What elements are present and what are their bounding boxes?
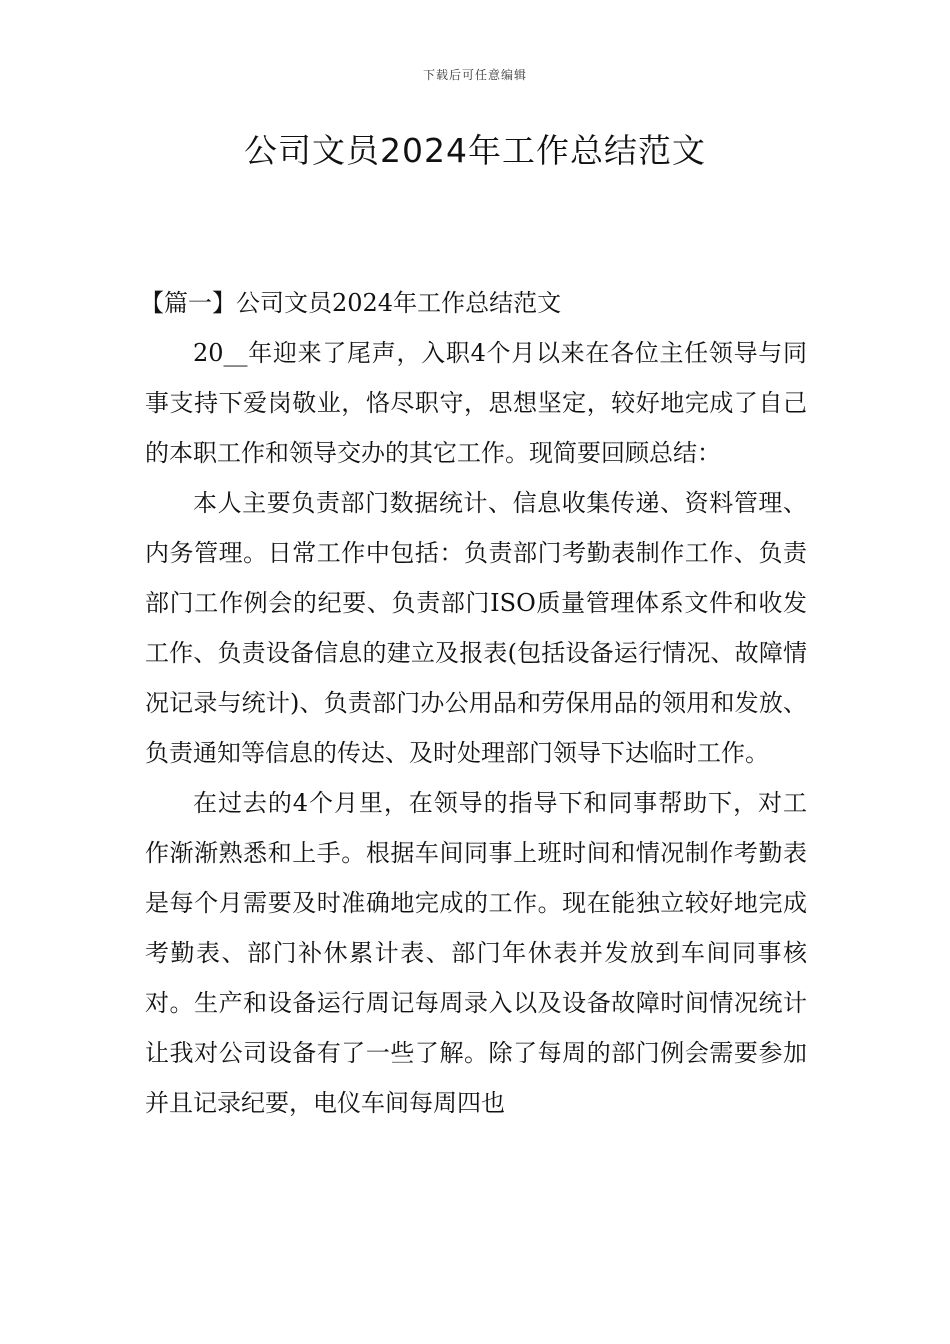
document-title: 公司文员2024年工作总结范文 (244, 131, 706, 170)
header-note: 下载后可任意编辑 (422, 68, 527, 82)
paragraph-1: 20__年迎来了尾声，入职4个月以来在各位主任领导与同事支持下爱岗敬业，恪尽职守，思想坚定，较好地完成了自己的本职工作和领导交办的其它工作。现简要回顾总结： (145, 339, 807, 467)
paragraph-2: 本人主要负责部门数据统计、信息收集传递、资料管理、内务管理。日常工作中包括：负责部门考勤表制作工作、负责部门工作例会的纪要、负责部门ISO质量管理体系文件和收发工作、负责设备信息的建立及报表(包括设备运行情况、故障情况记录与统计)、负责部门办公用品和劳保用品的领用和发放、负责通知等信息的传达、及时处理部门领导下达临时工作。 (145, 489, 807, 767)
document-body (140, 278, 807, 1128)
paragraph-3: 在过去的4个月里，在领导的指导下和同事帮助下，对工作渐渐熟悉和上手。根据车间同事上班时间和情况制作考勤表是每个月需要及时准确地完成的工作。现在能独立较好地完成考勤表、部门补休累计表、部门年休表并发放到车间同事核对。生产和设备运行周记每周录入以及设备故障时间情况统计让我对公司设备有了一些了解。除了每周的部门例会需要参加并且记录纪要，电仪车间每周四也 (145, 789, 807, 1117)
section-heading: 【篇一】公司文员2024年工作总结范文 (140, 289, 562, 317)
